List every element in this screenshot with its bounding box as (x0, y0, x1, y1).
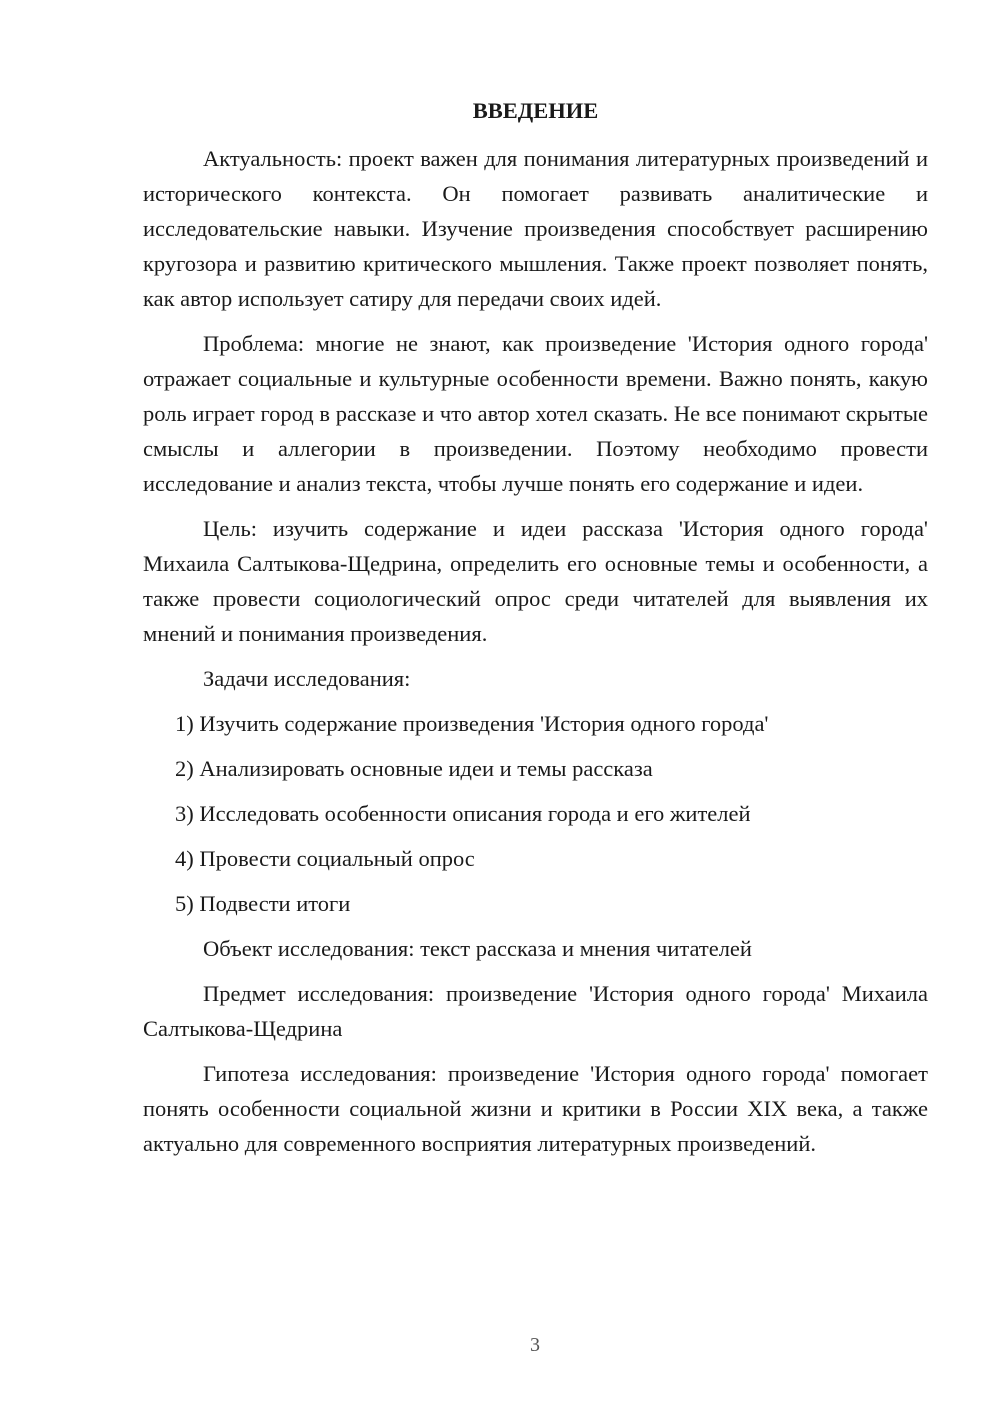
task-item: 5) Подвести итоги (175, 891, 351, 916)
page-number: 3 (530, 1334, 540, 1356)
tasks-heading: Задачи исследования: (203, 666, 411, 691)
tasks-list (143, 706, 928, 921)
object-paragraph: Объект исследования: текст рассказа и мнения читателей (203, 936, 752, 961)
task-item: 1) Изучить содержание произведения 'История одного города' (175, 711, 769, 736)
subject-paragraph: Предмет исследования: произведение 'История одного города' Михаила Салтыкова-Щедрина (143, 981, 928, 1041)
section-title: ВВЕДЕНИЕ (472, 98, 599, 123)
document-page (143, 96, 928, 1171)
relevance-paragraph: Актуальность: проект важен для понимания литературных произведений и исторического контекста. Он помогает развивать аналитические и исследовательские навыки. Изучение произведения способствует расширению кругозора и развитию критического мышления. Также проект позволяет понять, как автор использует сатиру для передачи своих идей. (143, 146, 928, 311)
problem-paragraph: Проблема: многие не знают, как произведение 'История одного города' отражает социальные и культурные особенности времени. Важно понять, какую роль играет город в рассказе и что автор хотел сказать. Не все понимают скрытые смыслы и аллегории в произведении. Поэтому необходимо провести исследование и анализ текста, чтобы лучше понять его содержание и идеи. (143, 331, 928, 496)
goal-paragraph: Цель: изучить содержание и идеи рассказа 'История одного города' Михаила Салтыкова-Щедрина, определить его основные темы и особенности, а также провести социологический опрос среди читателей для выявления их мнений и понимания произведения. (143, 516, 928, 646)
task-item: 2) Анализировать основные идеи и темы рассказа (175, 756, 653, 781)
task-item: 4) Провести социальный опрос (175, 846, 475, 871)
hypothesis-paragraph: Гипотеза исследования: произведение 'История одного города' помогает понять особенности социальной жизни и критики в России XIX века, а также актуально для современного восприятия литературных произведений. (143, 1061, 928, 1156)
task-item: 3) Исследовать особенности описания города и его жителей (175, 801, 751, 826)
